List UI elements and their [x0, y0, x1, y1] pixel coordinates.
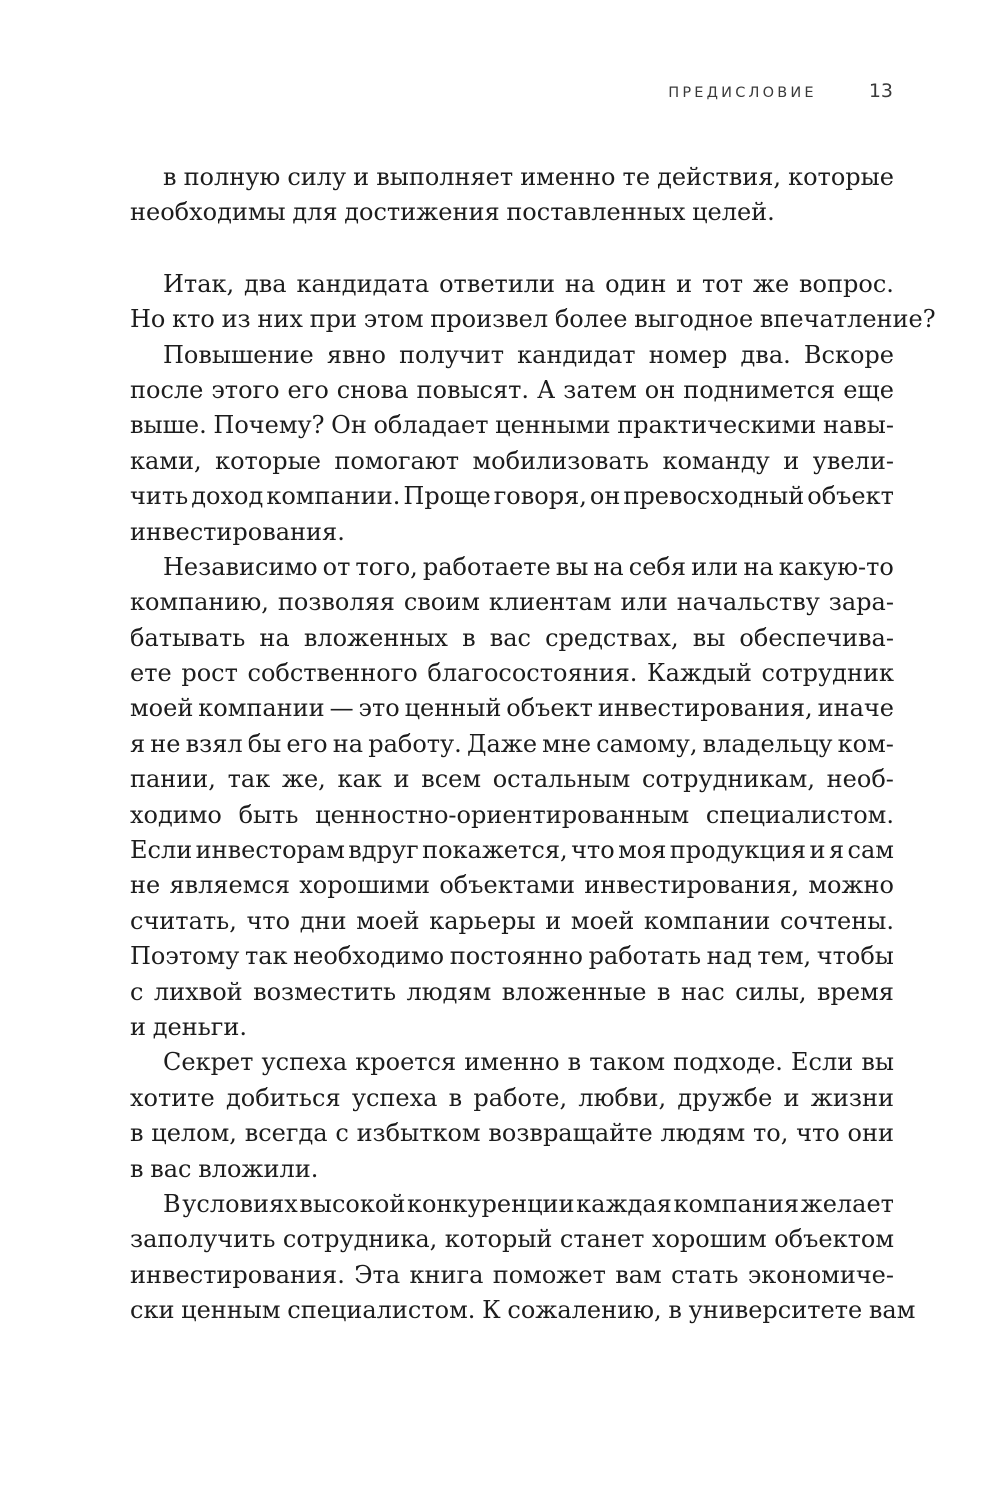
text-line: хотите добиться успеха в работе, любви, дружбе и жизни: [130, 1083, 894, 1112]
paragraph: [130, 1045, 894, 1187]
text-line: в целом, всегда с избытком возвращайте людям то, что они: [130, 1119, 894, 1148]
text-line: Если инвесторам вдруг покажется, что моя продукция и я сам: [130, 836, 894, 865]
text-line: я не взял бы его на работу. Даже мне самому, владельцу ком-: [130, 729, 894, 758]
text-line: ками, которые помогают мобилизовать команду и увели-: [130, 446, 894, 475]
text-line: ходимо быть ценностно-ориентированным специалистом.: [130, 800, 894, 829]
text-line: чить доход компании. Проще говоря, он превосходный объект: [130, 482, 894, 511]
text-line: инвестирования. Эта книга поможет вам стать экономиче-: [130, 1260, 894, 1289]
book-text: [130, 160, 936, 1329]
paragraph: [130, 267, 936, 338]
text-line: Независимо от того, работаете вы на себя или на какую-то: [163, 552, 894, 581]
paragraph-gap: [130, 231, 894, 267]
text-line: с лихвой возместить людям вложенные в нас силы, время: [130, 977, 894, 1006]
text-line: Итак, два кандидата ответили на один и тот же вопрос.: [163, 269, 894, 298]
text-line: заполучить сотрудника, который станет хорошим объектом: [130, 1225, 894, 1254]
paragraph: [130, 160, 894, 231]
text-line: необходимы для достижения поставленных целей.: [130, 198, 775, 227]
text-line: не являемся хорошими объектами инвестирования, можно: [130, 871, 894, 900]
text-line: и деньги.: [130, 1012, 247, 1041]
text-line: Повышение явно получит кандидат номер два. Вскоре: [163, 340, 894, 369]
text-line: Секрет успеха кроется именно в таком подходе. Если вы: [163, 1048, 894, 1077]
text-line: батывать на вложенных в вас средствах, вы обеспечива-: [130, 623, 894, 652]
text-line: ете рост собственного благосостояния. Каждый сотрудник: [130, 659, 894, 688]
paragraph: [130, 550, 894, 1045]
text-line: компанию, позволяя своим клиентам или начальству зара-: [130, 588, 894, 617]
text-line: выше. Почему? Он обладает ценными практическими навы-: [130, 411, 894, 440]
paragraph: [130, 338, 894, 550]
text-line: после этого его снова повысят. А затем он поднимется еще: [130, 375, 894, 404]
text-line: в полную силу и выполняет именно те действия, которые: [163, 163, 894, 191]
text-line: пании, так же, как и всем остальным сотрудникам, необ-: [130, 765, 894, 794]
page-number: 13: [868, 80, 893, 102]
running-header: [668, 80, 893, 102]
text-line: ски ценным специалистом. К сожалению, в университете вам: [130, 1296, 916, 1325]
text-line: Поэтому так необходимо постоянно работать над тем, чтобы: [130, 942, 894, 971]
text-line: считать, что дни моей карьеры и моей компании сочтены.: [130, 906, 894, 935]
text-line: моей компании — это ценный объект инвестирования, иначе: [130, 694, 894, 723]
paragraph: [130, 1187, 916, 1329]
text-line: В условиях высокой конкуренции каждая компания желает: [163, 1189, 894, 1218]
text-line: в вас вложили.: [130, 1154, 319, 1183]
section-title: ПРЕДИСЛОВИЕ: [668, 85, 817, 101]
text-line: инвестирования.: [130, 517, 345, 546]
text-line: Но кто из них при этом произвел более выгодное впечатление?: [130, 305, 936, 334]
